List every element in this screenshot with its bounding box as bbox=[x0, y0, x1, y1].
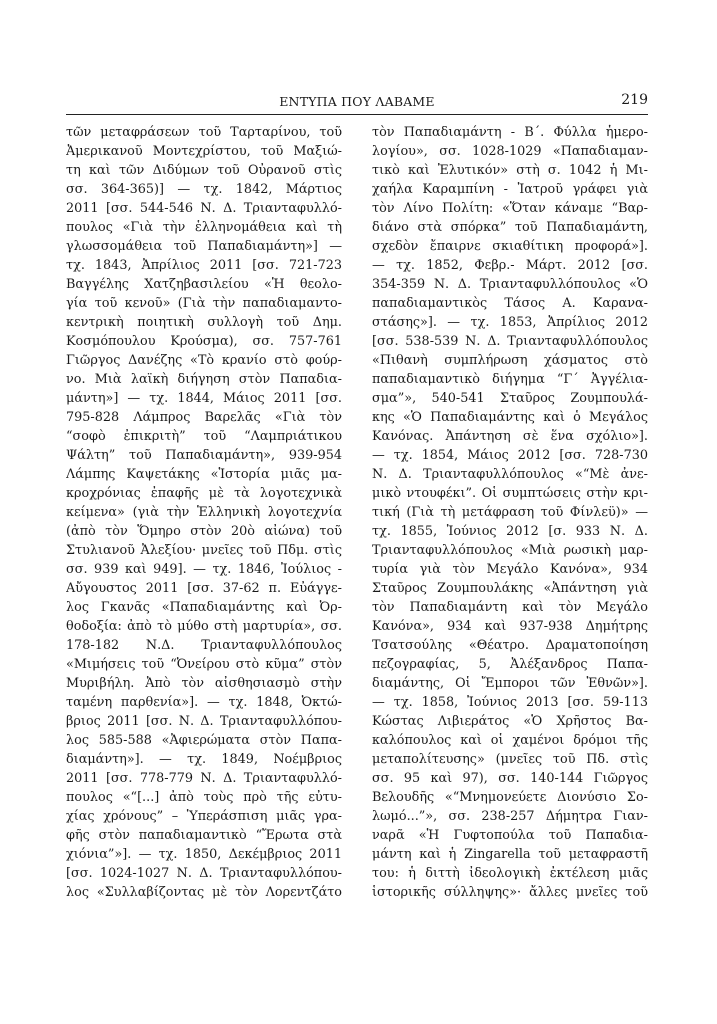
text-line: Κοσμόπουλου Κρούσμα), σσ. 757-761 bbox=[66, 334, 342, 349]
text-line: τὸν Λίνο Πολίτη: «Ὅταν κάναμε “Βαρ- bbox=[372, 201, 648, 216]
text-line: ἱστορικῆς σύλληψης»· ἄλλες μνεῖες τοῦ bbox=[372, 885, 648, 900]
text-line: θοδοξία: ἀπὸ τὸ μύθο στὴ μαρτυρία», σσ. bbox=[66, 619, 342, 634]
header-rule bbox=[66, 114, 648, 115]
text-line: γία τοῦ κενοῦ» (Γιὰ τὴν παπαδιαμαντο- bbox=[66, 296, 342, 311]
text-line: Στυλιανοῦ Ἀλεξίου· μνεῖες τοῦ Πδμ. στὶς bbox=[66, 543, 342, 558]
text-line: Αὔγουστος 2011 [σσ. 37-62 π. Εὐάγγε- bbox=[66, 581, 342, 596]
text-line: λος 585-588 «Ἀφιερώματα στὸν Παπα- bbox=[66, 733, 342, 748]
page-number: 219 bbox=[621, 92, 648, 108]
text-line: Ψάλτη” τοῦ Παπαδιαμάντη», 939-954 bbox=[66, 448, 342, 463]
text-line: Κώστας Λιβιεράτος «Ὁ Χρῆστος Βα- bbox=[372, 714, 648, 729]
text-line: λος Γκανᾶς «Παπαδιαμάντης καὶ Ὀρ- bbox=[66, 600, 342, 615]
text-line: σμα”», 540-541 Σταῦρος Ζουμπουλά- bbox=[372, 391, 648, 406]
text-line: Τσατσούλης «Θέατρο. Δραματοποίηση bbox=[372, 638, 648, 653]
text-line: χιόνια”»]. — τχ. 1850, Δεκέμβριος 2011 bbox=[66, 847, 342, 862]
text-line: κης «Ὁ Παπαδιαμάντης καὶ ὁ Μεγάλος bbox=[372, 410, 648, 425]
text-line: τὸν Παπαδιαμάντη - Β΄. Φύλλα ἡμερο- bbox=[372, 125, 648, 140]
text-line: Σταῦρος Ζουμπουλάκης «Ἀπάντηση γιὰ bbox=[372, 581, 648, 596]
text-line: πουλος «Γιὰ τὴν ἑλληνομάθεια καὶ τὴ bbox=[66, 220, 342, 235]
text-line: βριος 2011 [σσ. Ν. Δ. Τριανταφυλλόπου- bbox=[66, 714, 342, 729]
text-line: [σσ. 538-539 Ν. Δ. Τριανταφυλλόπουλος bbox=[372, 334, 648, 349]
text-line: παπαδιαμαντικὸ διήγημα “Γ΄ Ἀγγέλια- bbox=[372, 372, 648, 387]
text-line: Τριανταφυλλόπουλος «Μιὰ ρωσικὴ μαρ- bbox=[372, 543, 648, 558]
text-line: κείμενα» (γιὰ τὴν Ἑλληνικὴ λογοτεχνία bbox=[66, 505, 342, 520]
text-line: του: ἡ διττὴ ἰδεολογικὴ ἐκτέλεση μιᾶς bbox=[372, 866, 648, 881]
text-line: στάσης»]. — τχ. 1853, Ἀπρίλιος 2012 bbox=[372, 315, 648, 330]
text-line: γλωσσομάθεια τοῦ Παπαδιαμάντη»] — bbox=[66, 239, 342, 254]
left-column bbox=[66, 123, 342, 902]
text-line: — τχ. 1854, Μάιος 2012 [σσ. 728-730 bbox=[372, 448, 648, 463]
text-line: μικὸ ντουφέκι”. Οἱ συμπτώσεις στὴν κρι- bbox=[372, 486, 648, 501]
text-line: τική (Γιὰ τὴ μετάφραση τοῦ Φίνλεϋ)» — bbox=[372, 505, 648, 520]
text-line: πουλος «“[...] ἀπὸ τοὺς πρὸ τῆς εὐτυ- bbox=[66, 790, 342, 805]
text-line: καλόπουλος καὶ οἱ χαμένοι δρόμοι τῆς bbox=[372, 733, 648, 748]
text-line: μάντη»] — τχ. 1844, Μάιος 2011 [σσ. bbox=[66, 391, 342, 406]
text-line: διαμάντη»]. — τχ. 1849, Νοέμβριος bbox=[66, 752, 342, 767]
text-line: σσ. 364-365)] — τχ. 1842, Μάρτιος bbox=[66, 182, 342, 197]
text-line: Μυριβήλη. Ἀπὸ τὸν αἰσθησιασμὸ στὴν bbox=[66, 676, 342, 691]
text-line: τη καὶ τῶν Διδύμων τοῦ Οὐρανοῦ στὶς bbox=[66, 163, 342, 178]
text-line: 795-828 Λάμπρος Βαρελᾶς «Γιὰ τὸν bbox=[66, 410, 342, 425]
text-line: σχεδὸν ἔπαιρνε σκιαθίτικη προφορά»]. bbox=[372, 239, 648, 254]
text-line: τὸν Παπαδιαμάντη καὶ τὸν Μεγάλο bbox=[372, 600, 648, 615]
right-column bbox=[372, 123, 648, 902]
text-line: νο. Μιὰ λαϊκὴ διήγηση στὸν Παπαδια- bbox=[66, 372, 342, 387]
text-line: 178-182 Ν.Δ. Τριανταφυλλόπουλος bbox=[66, 638, 342, 653]
text-line: ναρᾶ «Ἡ Γυφτοπούλα τοῦ Παπαδια- bbox=[372, 828, 648, 843]
text-line: Γιῶργος Δανέζης «Τὸ κρανίο στὸ φούρ- bbox=[66, 353, 342, 368]
text-line: Βαγγέλης Χατζηβασιλείου «Ἡ θεολο- bbox=[66, 277, 342, 292]
text-line: λωμό...”», σσ. 238-257 Δήμητρα Γιαν- bbox=[372, 809, 648, 824]
text-line: διάνο στὰ σπόρκα” τοῦ Παπαδιαμάντη, bbox=[372, 220, 648, 235]
text-line: Ἀμερικανοῦ Μοντεχρίστου, τοῦ Μαξιώ- bbox=[66, 144, 342, 159]
text-line: τχ. 1855, Ἰούνιος 2012 [σ. 933 Ν. Δ. bbox=[372, 524, 648, 539]
text-line: 2011 [σσ. 778-779 Ν. Δ. Τριανταφυλλό- bbox=[66, 771, 342, 786]
page-header bbox=[66, 92, 648, 112]
text-line: — τχ. 1858, Ἰούνιος 2013 [σσ. 59-113 bbox=[372, 695, 648, 710]
text-line: 354-359 Ν. Δ. Τριανταφυλλόπουλος «Ὁ bbox=[372, 277, 648, 292]
text-line: Κανόνας. Ἀπάντηση σὲ ἕνα σχόλιο»]. bbox=[372, 429, 648, 444]
text-line: λογίου», σσ. 1028-1029 «Παπαδιαμαν- bbox=[372, 144, 648, 159]
text-line: κεντρικὴ ποιητικὴ συλλογὴ τοῦ Δημ. bbox=[66, 315, 342, 330]
text-line: χαήλα Καραμπίνη - Ἰατροῦ γράφει γιὰ bbox=[372, 182, 648, 197]
text-line: φῆς στὸν παπαδιαμαντικὸ “Ἔρωτα στὰ bbox=[66, 828, 342, 843]
text-line: σσ. 939 καὶ 949]. — τχ. 1846, Ἰούλιος - bbox=[66, 562, 342, 577]
text-line: κροχρόνιας ἐπαφῆς μὲ τὰ λογοτεχνικὰ bbox=[66, 486, 342, 501]
text-line: 2011 [σσ. 544-546 Ν. Δ. Τριανταφυλλό- bbox=[66, 201, 342, 216]
text-line: — τχ. 1852, Φεβρ.- Μάρτ. 2012 [σσ. bbox=[372, 258, 648, 273]
text-line: [σσ. 1024-1027 Ν. Δ. Τριανταφυλλόπου- bbox=[66, 866, 342, 881]
text-line: (ἀπὸ τὸν Ὅμηρο στὸν 20ὸ αἰώνα) τοῦ bbox=[66, 524, 342, 539]
text-line: διαμάντης, Οἱ Ἔμποροι τῶν Ἐθνῶν»]. bbox=[372, 676, 648, 691]
text-line: σσ. 95 καὶ 97), σσ. 140-144 Γιῶργος bbox=[372, 771, 648, 786]
text-line: ταμένη παρθενία»]. — τχ. 1848, Ὀκτώ- bbox=[66, 695, 342, 710]
text-line: χίας χρόνους” – Ὑπεράσπιση μιᾶς γρα- bbox=[66, 809, 342, 824]
text-line: “σοφὸ ἐπικριτὴ” τοῦ “Λαμπριάτικου bbox=[66, 429, 342, 444]
text-line: τῶν μεταφράσεων τοῦ Ταρταρίνου, τοῦ bbox=[66, 125, 342, 140]
text-line: λος «Συλλαβίζοντας μὲ τὸν Λορεντζάτο bbox=[66, 885, 342, 900]
text-line: «Πιθανὴ συμπλήρωση χάσματος στὸ bbox=[372, 353, 648, 368]
text-line: Ν. Δ. Τριανταφυλλόπουλος «“Μὲ ἀνε- bbox=[372, 467, 648, 482]
text-line: Βελουδῆς «“Μνημονεύετε Διονύσιο Σο- bbox=[372, 790, 648, 805]
text-line: τικὸ καὶ Ἐλυτικόν» στὴ σ. 1042 ἡ Μι- bbox=[372, 163, 648, 178]
text-line: παπαδιαμαντικὸς Τάσος Α. Καρανα- bbox=[372, 296, 648, 311]
running-title: ΕΝΤΥΠΑ ΠΟΥ ΛΑΒΑΜΕ bbox=[279, 94, 435, 109]
text-line: πεζογραφίας, 5, Ἀλέξανδρος Παπα- bbox=[372, 657, 648, 672]
text-line: Κανόνα», 934 καὶ 937-938 Δημήτρης bbox=[372, 619, 648, 634]
text-line: μάντη καὶ ἡ Zingarella τοῦ μεταφραστῆ bbox=[372, 847, 648, 862]
text-line: τυρία γιὰ τὸν Μεγάλο Κανόνα», 934 bbox=[372, 562, 648, 577]
text-line: Λάμπης Καψετάκης «Ἱστορία μιᾶς μα- bbox=[66, 467, 342, 482]
text-line: μεταπολίτευσης» (μνεῖες τοῦ Πδ. στὶς bbox=[372, 752, 648, 767]
text-line: τχ. 1843, Ἀπρίλιος 2011 [σσ. 721-723 bbox=[66, 258, 342, 273]
text-line: «Μιμήσεις τοῦ “Ὀνείρου στὸ κῦμα” στὸν bbox=[66, 657, 342, 672]
